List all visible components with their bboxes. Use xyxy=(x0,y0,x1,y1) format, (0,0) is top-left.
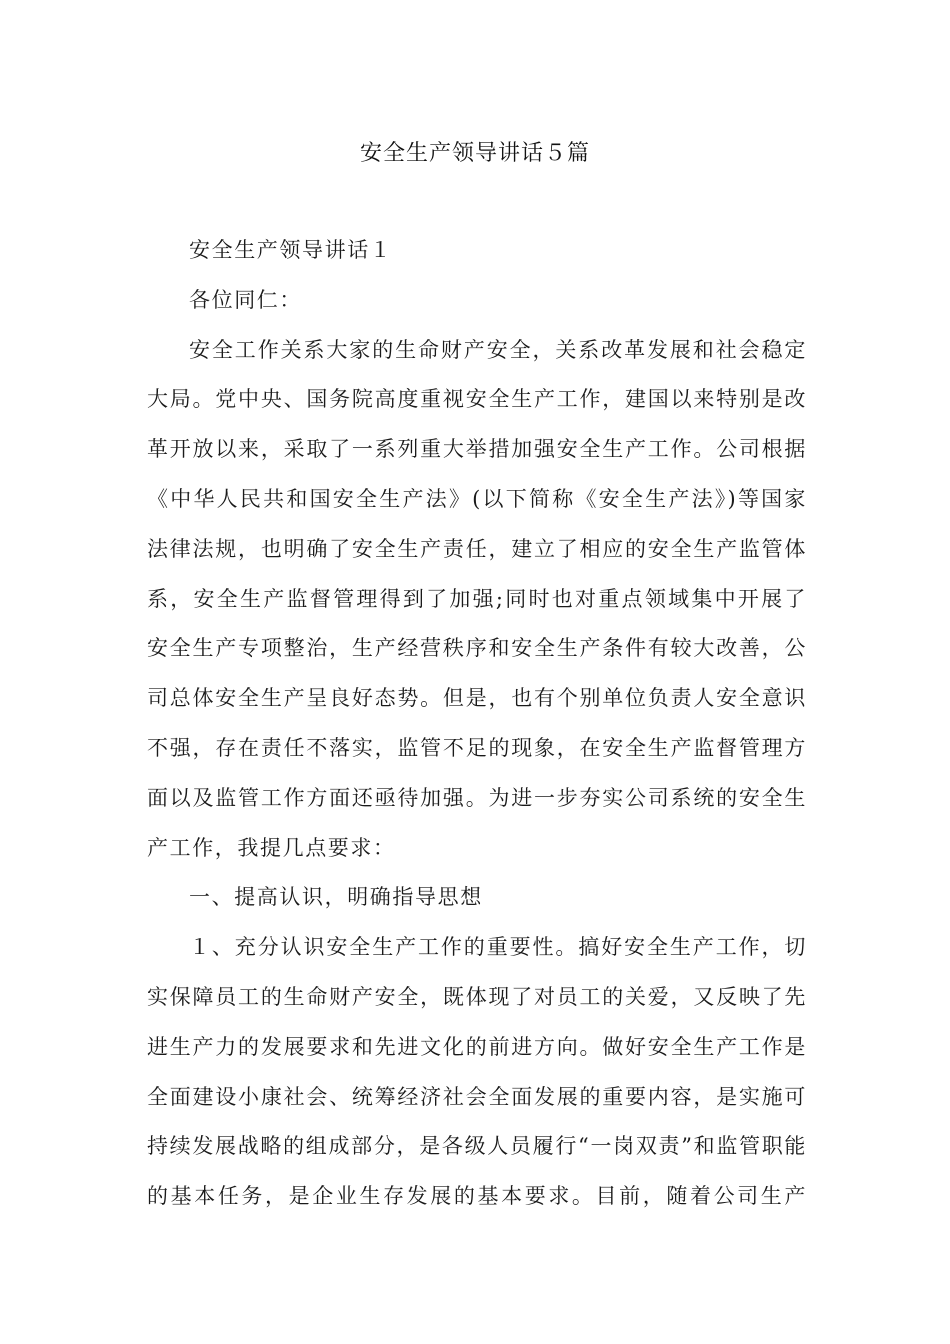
document-title: 安全生产领导讲话５篇 xyxy=(359,141,590,166)
section-heading-speech-1: 安全生产领导讲话１ xyxy=(189,238,393,262)
paragraph-intro: 安全工作关系大家的生命财产安全，关系改革发展和社会稳定大局。党中央、国务院高度重视安全生产工作，建国以来特别是改革开放以来，采取了一系列重大举措加强安全生产工作。公司根据《中华人民共和国安全生产法》(以下简称《安全生产法》)等国家法律法规，也明确了安全生产责任，建立了相应的安全生产监管体系，安全生产监督管理得到了加强;同时也对重点领域集中开展了安全生产专项整治，生产经营秩序和安全生产条件有较大改善，公司总体安全生产呈良好态势。但是，也有个别单位负责人安全意识不强，存在责任不落实，监管不足的现象，在安全生产监督管理方面以及监管工作方面还亟待加强。为进一步夯实公司系统的安全生产工作，我提几点要求： xyxy=(147,337,807,860)
paragraph-point-1: １、充分认识安全生产工作的重要性。搞好安全生产工作，切实保障员工的生命财产安全，既体现了对员工的关爱，又反映了先进生产力的发展要求和先进文化的前进方向。做好安全生产工作是全面建设小康社会、统筹经济社会全面发展的重要内容，是实施可持续发展战略的组成部分，是各级人员履行“一岗双责”和监管职能的基本任务，是企业生存发展的基本要求。目前，随着公司生产 xyxy=(147,935,807,1209)
document-body xyxy=(147,226,807,1222)
salutation: 各位同仁： xyxy=(189,287,302,312)
subheading-1: 一、提高认识，明确指导思想 xyxy=(189,885,483,910)
